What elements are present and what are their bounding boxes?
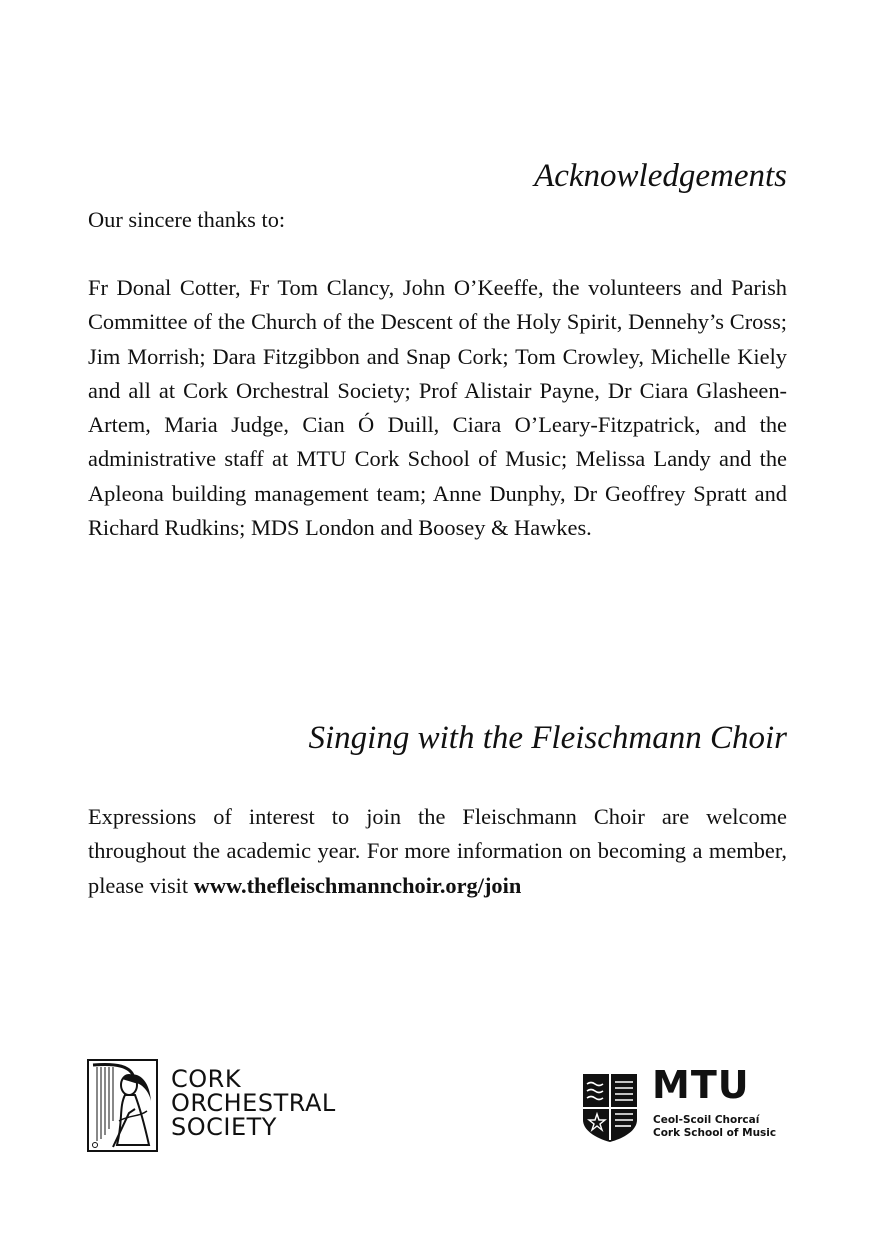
acknowledgements-intro: Our sincere thanks to: [88, 207, 286, 232]
join-url-link[interactable]: www.thefleischmannchoir.org/join [193, 872, 522, 898]
choir-body-text: Expressions of interest to join the Fleischmann Choir are welcome throughout the academic year. For more information on becoming a member, please visit [88, 804, 787, 898]
choir-heading: Singing with the Fleischmann Choir [308, 720, 787, 756]
choir-body [88, 800, 787, 903]
mtu-subtitle [653, 1114, 776, 1140]
mtu-crest-icon [581, 1070, 639, 1142]
mtu-subtitle-english: Cork School of Music [653, 1127, 777, 1139]
mtu-subtitle-irish: Ceol-Scoil Chorcaí [653, 1114, 760, 1126]
cork-orchestral-society-logo [87, 1059, 336, 1155]
logo-line-orchestral: ORCHESTRAL [171, 1089, 336, 1117]
mtu-logo [581, 1063, 777, 1145]
acknowledgements-heading: Acknowledgements [534, 158, 787, 194]
cork-orchestral-society-wordmark [171, 1065, 336, 1141]
logo-line-cork: CORK [171, 1065, 242, 1093]
document-page [88, 0, 787, 1241]
logo-line-society: SOCIETY [171, 1113, 277, 1141]
harp-figure-icon [87, 1059, 158, 1152]
mtu-wordmark: MTU [652, 1063, 750, 1107]
acknowledgements-body: Fr Donal Cotter, Fr Tom Clancy, John O’Keeffe, the volunteers and Parish Committee of the Church of the Descent of the Holy Spirit, Dennehy’s Cross; Jim Morrish; Dara Fitzgibbon and Snap Cork; Tom Crowley, Michelle Kiely and all at Cork Orchestral Society; Prof Alistair Payne, Dr Ciara Glasheen-Artem, Maria Judge, Cian Ó Duill, Ciara O’Leary-Fitzpatrick, and the administrative staff at MTU Cork School of Music; Melissa Landy and the Apleona building management team; Anne Dunphy, Dr Geoffrey Spratt and Richard Rudkins; MDS London and Boosey & Hawkes. [88, 275, 787, 541]
